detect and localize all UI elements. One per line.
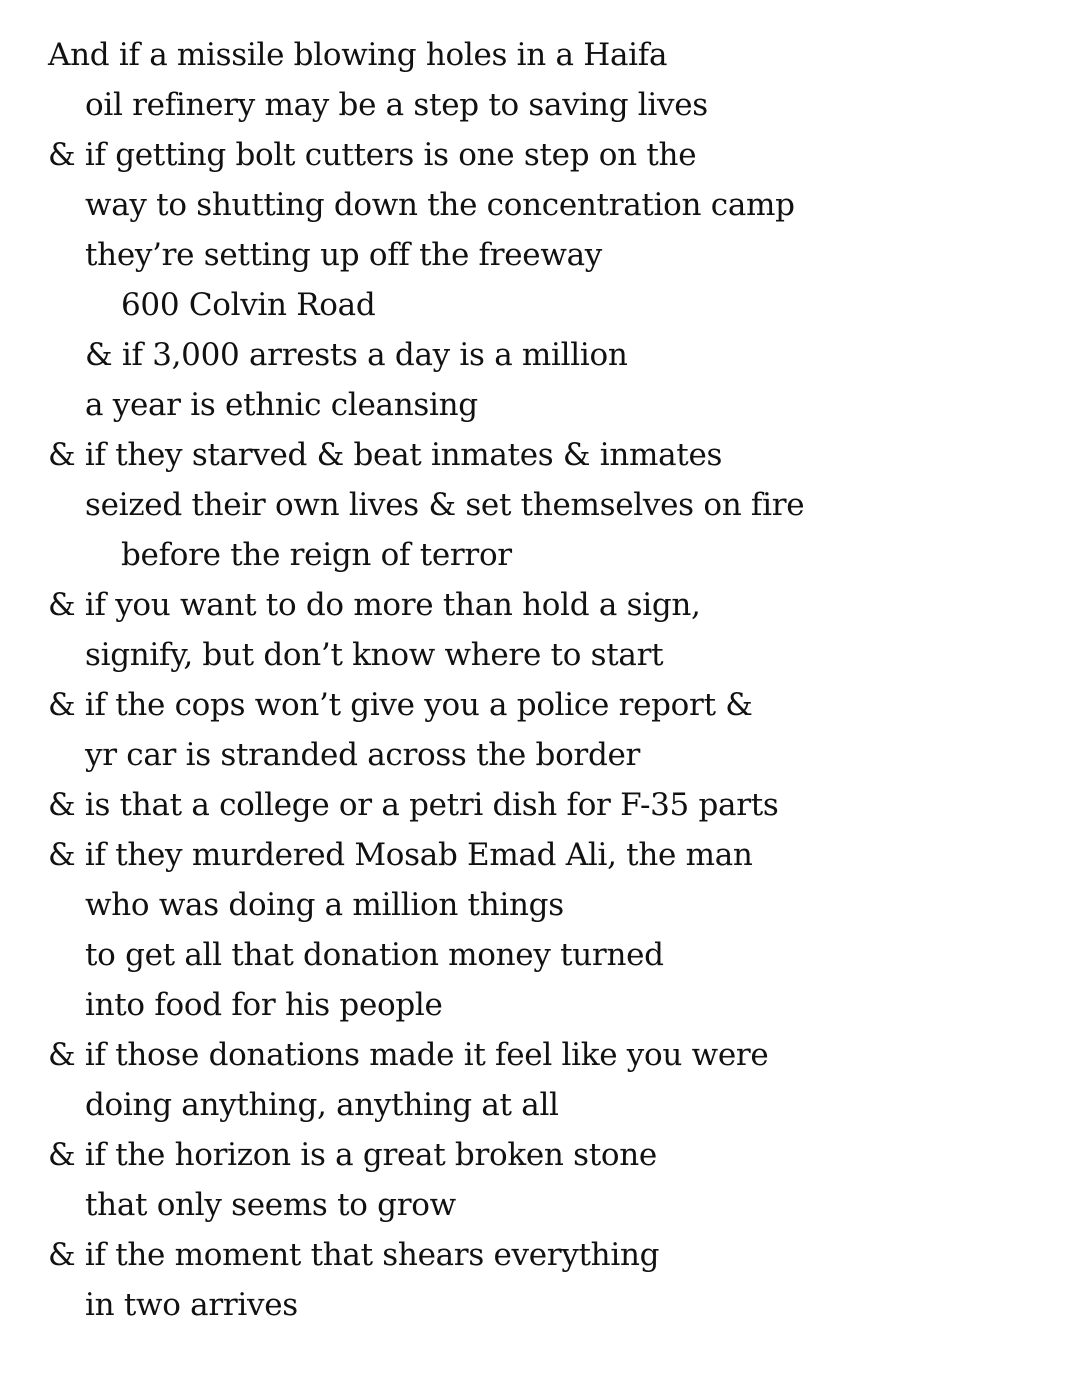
poem-line: seized their own lives & set themselves on fire — [85, 487, 805, 523]
poem-line: And if a missile blowing holes in a Haifa — [48, 37, 668, 73]
poem-line: & if the moment that shears everything — [48, 1237, 660, 1273]
poem-line: 600 Colvin Road — [121, 287, 376, 323]
poem-line: & if you want to do more than hold a sign, — [48, 587, 701, 623]
poem-line: & if getting bolt cutters is one step on the — [48, 137, 697, 173]
poem-line: & if the cops won’t give you a police report & — [48, 687, 753, 723]
poem-line: & if 3,000 arrests a day is a million — [85, 337, 628, 373]
poem-text — [48, 30, 804, 1330]
poem-line: doing anything, anything at all — [85, 1087, 559, 1123]
poem-line: yr car is stranded across the border — [85, 737, 641, 773]
poem-line: they’re setting up off the freeway — [85, 237, 602, 273]
poem-line: & is that a college or a petri dish for F-35 parts — [48, 787, 779, 823]
poem-line: before the reign of terror — [121, 537, 512, 573]
poem-line: a year is ethnic cleansing — [85, 387, 478, 423]
poem-line: to get all that donation money turned — [85, 937, 664, 973]
poem-line: & if they starved & beat inmates & inmates — [48, 437, 723, 473]
poem-line: & if those donations made it feel like you were — [48, 1037, 769, 1073]
poem-line: oil refinery may be a step to saving lives — [85, 87, 708, 123]
poem-line: way to shutting down the concentration camp — [85, 187, 795, 223]
poem-line: in two arrives — [85, 1287, 298, 1323]
poem-line: signify, but don’t know where to start — [85, 637, 664, 673]
poem-line: into food for his people — [85, 987, 443, 1023]
poem-line: that only seems to grow — [85, 1187, 456, 1223]
poem-line: & if they murdered Mosab Emad Ali, the man — [48, 837, 753, 873]
poem-line: who was doing a million things — [85, 887, 564, 923]
poem-line: & if the horizon is a great broken stone — [48, 1137, 657, 1173]
